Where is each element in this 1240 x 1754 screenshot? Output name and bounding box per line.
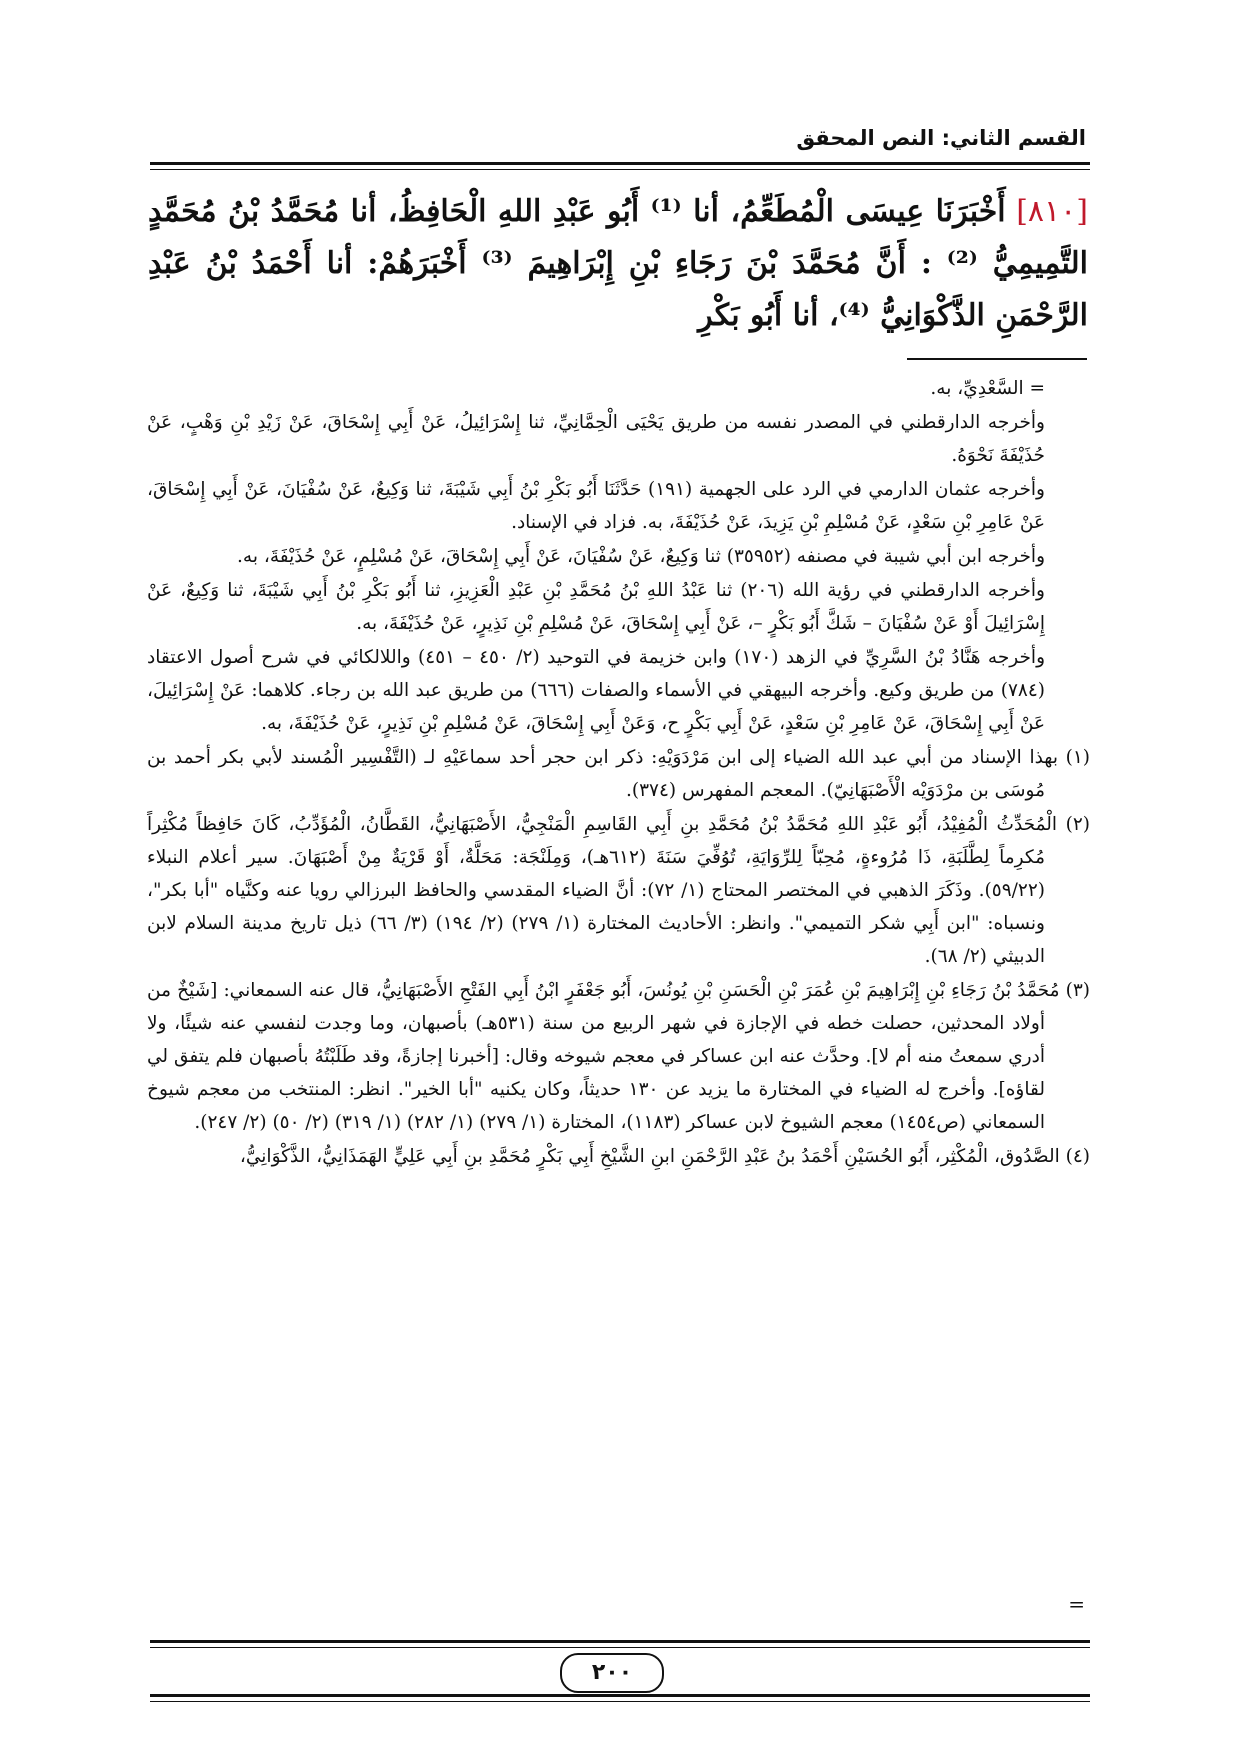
footnote-continuation: وأخرجه الدارقطني في رؤية الله (٢٠٦) ثنا عَبْدُ اللهِ بْنُ مُحَمَّدِ بْنِ عَبْدِ الْعَزِيزِ، ثنا أَبُو بَكْرِ بْنُ أَبِي شَيْبَةَ، ثنا وَكِيعٌ، عَنْ إِسْرَائِيلَ أَوْ عَنْ سُفْيَانَ – شَكَّ أَبُو بَكْرٍ –، عَنْ أَبِي إِسْحَاقَ، عَنْ مُسْلِمِ بْنِ نَذِيرٍ، عَنْ حُذَيْفَةَ، به. bbox=[147, 580, 1045, 634]
footnote-separator bbox=[907, 358, 1087, 360]
footnote-3: (٣) مُحَمَّدُ بْنُ رَجَاءِ بْنِ إِبْرَاهِيمَ بْنِ عُمَرَ بْنِ الْحَسَنِ بْنِ يُونُسَ، أَبُو جَعْفَرٍ ابْنُ أَبِي الفَتْحِ الأَصْبَهَانِيُّ، قال عنه السمعاني: [شَيْخٌ من أولاد المحدثين، حصلت خطه في الإجازة في شهر الربيع من سنة (٥٣١هـ) بأصبهان، وما وجدت لنفسي عنه شيئًا، ولا أدري سمعتُ منه أم لا]. وحدَّث عنه ابن عساكر في معجم شيوخه وقال: [أخبرنا إجازةً، وقد طَلَبْتُهُ بأصبهان فلم يتفق لي لقاؤه]. وأخرج له الضياء في المختارة ما يزيد عن ١٣٠ حديثاً، وكان يكنيه "أبا الخير". انظر: المنتخب من معجم شيوخ السمعاني (ص١٤٥٤) معجم الشيوخ لابن عساكر (١١٨٣)، المختارة (١/ ٢٧٩) (١/ ٢٨٢) (١/ ٣١٩) (٢/ ٥٠) (٢/ ٢٤٧). bbox=[147, 980, 1090, 1133]
footnote-continuation: = السَّعْدِيِّ، به. bbox=[930, 378, 1045, 399]
header-double-rule bbox=[150, 162, 1090, 170]
footnote-2: (٢) الْمُحَدِّثُ الْمُفِيْدُ، أَبُو عَبْدِ اللهِ مُحَمَّدُ بْنُ مُحَمَّدِ بنِ أَبِي القَاسِمِ الْمَنْجِيُّ، الأَصْبَهَانِيُّ، القَطَّانُ، الْمُؤَدِّبُ، كَانَ حَافِظاً مُكْثِراً مُكرِماً لِطَّلَبَةِ، ذَا مُرُوءةٍ، مُحِبّاً لِلرِّوَايَةِ، تُوُفِّيَ سَنَةَ (٦١٢هـ)، وَمِلَنْجَة: مَحَلَّةٌ، أَوْ قَرْيَةٌ مِنْ أَصْبَهَانَ. سير أعلام النبلاء (٥٩/٢٢). وذَكَرَ الذهبي في المختصر المحتاج (١/ ٧٢): أنَّ الضياء المقدسي والحافظ البرزالي رويا عنه وكنَّياه "أبا بكر"، ونسباه: "ابن أَبِي شكر التميمي". وانظر: الأحاديث المختارة (١/ ٢٧٩) (٢/ ١٩٤) (٣/ ٦٦) ذيل تاريخ مدينة السلام لابن الدبيثي (٢/ ٦٨). bbox=[147, 814, 1090, 967]
footnote-1: (١) بهذا الإسناد من أبي عبد الله الضياء إلى ابن مَرْدَوَيْهِ: ذكر ابن حجر أحد سماعَيْهِ لـ (التَّفْسِير الْمُسند لأبي بكر أحمد بن مُوسَى بن مرْدَوَيْه الْأَصْبَهَانِيّ). المعجم المفهرس (٣٧٤). bbox=[147, 747, 1090, 801]
footnote-continuation: وأخرجه الدارقطني في المصدر نفسه من طريق يَحْيَى الْحِمَّانِيِّ، ثنا إِسْرَائِيلُ، عَنْ أَبِي إِسْحَاقَ، عَنْ زَيْدِ بْنِ وَهْبٍ، عَنْ حُذَيْفَةَ نَحْوَهُ. bbox=[147, 412, 1045, 466]
page-number: ٢٠٠ bbox=[560, 1653, 664, 1693]
footnote-continuation: وأخرجه هَنَّادُ بْنُ السَّرِيِّ في الزهد (١٧٠) وابن خزيمة في التوحيد (٢/ ٤٥٠ – ٤٥١) واللالكائي في شرح أصول الاعتقاد (٧٨٤) من طريق وكيع. وأخرجه البيهقي في الأسماء والصفات (٦٦٦) من طريق عبد الله بن رجاء. كلاهما: عَنْ إِسْرَائِيلَ، عَنْ أَبِي إِسْحَاقَ، عَنْ عَامِرِ بْنِ سَعْدٍ، عَنْ أَبِي بَكْرٍ ح، وَعَنْ أَبِي إِسْحَاقَ، عَنْ مُسْلِمِ بْنِ نَذِيرٍ، عَنْ حُذَيْفَةَ، به. bbox=[147, 647, 1046, 734]
footnote-4: (٤) الصَّدُوق، الْمُكْثِر، أَبُو الحُسَيْنِ أَحْمَدُ بنُ عَبْدِ الرَّحْمَنِ ابنِ الشَّيْخِ أَبِي بَكْرٍ مُحَمَّدِ بنِ أَبِي عَلِيٍّ الهَمَذَانِيُّ، الذَّكْوَانِيُّ، bbox=[239, 1146, 1090, 1167]
main-text-body: أَخْبَرَنَا عِيسَى الْمُطَعِّمُ، أنا ⁽¹⁾ أَبُو عَبْدِ اللهِ الْحَافِظُ، أنا مُحَمَّدُ بْنُ مُحَمَّدٍ التَّمِيمِيُّ ⁽²⁾ : أَنَّ مُحَمَّدَ بْنَ رَجَاءِ بْنِ إِبْرَاهِيمَ ⁽³⁾ أَخْبَرَهُمْ: أنا أَحْمَدُ بْنُ عَبْدِ الرَّحْمَنِ الذَّكْوَانِيُّ ⁽⁴⁾، أنا أَبُو بَكْرِ bbox=[148, 194, 1089, 333]
page-header-title: القسم الثاني: النص المحقق bbox=[796, 126, 1086, 150]
footer-double-rule-top bbox=[150, 1640, 1090, 1648]
entry-number: [٨١٠] bbox=[1016, 194, 1088, 229]
continuation-mark: = bbox=[1068, 1592, 1085, 1616]
footnote-continuation: وأخرجه عثمان الدارمي في الرد على الجهمية (١٩١) حَدَّثَنَا أَبُو بَكْرِ بْنُ أَبِي شَيْبَةَ، ثنا وَكِيعٌ، عَنْ سُفْيَانَ، عَنْ أَبِي إِسْحَاقَ، عَنْ عَامِرِ بْنِ سَعْدٍ، عَنْ مُسْلِمِ بْنِ يَزِيدَ، عَنْ حُذَيْفَةَ، به. فزاد في الإسناد. bbox=[147, 479, 1045, 533]
footnotes-section bbox=[147, 372, 1090, 1174]
footer-double-rule-bottom bbox=[150, 1694, 1090, 1702]
main-text bbox=[148, 186, 1088, 342]
footnote-continuation: وأخرجه ابن أبي شيبة في مصنفه (٣٥٩٥٢) ثنا وَكِيعٌ، عَنْ سُفْيَانَ، عَنْ أَبِي إِسْحَاقَ، عَنْ مُسْلِمٍ، عَنْ حُذَيْفَةَ، به. bbox=[237, 546, 1045, 567]
